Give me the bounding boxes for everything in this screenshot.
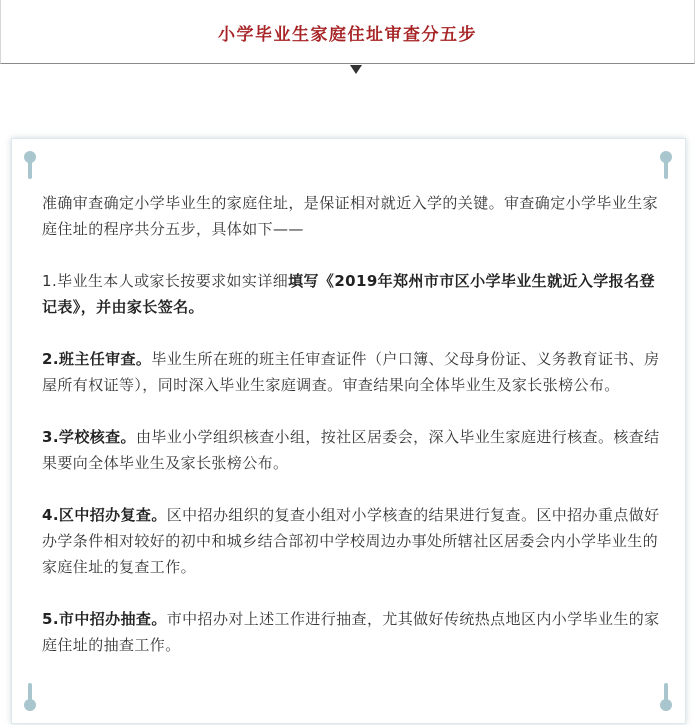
- step-5: [42, 606, 665, 658]
- step-text: 毕业生所在班的班主任审查证件（户口簿、父母身份证、义务教育证书、房屋所有权证等），同时深入毕业生家庭调查。审查结果向全体毕业生及家长张榜公布。: [42, 350, 660, 394]
- pin-icon: [24, 681, 36, 711]
- step-text: 区中招办组织的复查小组对小学核查的结果进行复查。区中招办重点做好办学条件相对较好的初中和城乡结合部初中学校周边办事处所辖社区居委会内小学毕业生的家庭住址的复查工作。: [42, 506, 660, 576]
- step-text: 1.毕业生本人或家长按要求如实详细: [42, 272, 289, 290]
- pin-icon: [660, 681, 672, 711]
- step-4: [42, 502, 665, 580]
- step-2: [42, 346, 665, 398]
- step-heading: 3.学校核查。: [42, 428, 136, 446]
- pin-icon: [660, 151, 672, 181]
- step-heading: 5.市中招办抽查。: [42, 610, 167, 628]
- step-1: [42, 268, 665, 320]
- title-bar: [0, 0, 695, 64]
- down-triangle-icon: [350, 65, 362, 74]
- step-text: 由毕业小学组织核查小组，按社区居委会，深入毕业生家庭进行核查。核查结果要向全体毕业生及家长张榜公布。: [42, 428, 660, 472]
- article-body: [42, 190, 665, 684]
- step-heading: 填写《2019年郑州市市区小学毕业生就近入学报名登记表》，并由家长签名。: [42, 272, 655, 316]
- step-3: [42, 424, 665, 476]
- step-heading: 4.区中招办复查。: [42, 506, 167, 524]
- pin-icon: [24, 151, 36, 181]
- step-text: 市中招办对上述工作进行抽查，尤其做好传统热点地区内小学毕业生的家庭住址的抽查工作。: [42, 610, 660, 654]
- page-title: 小学毕业生家庭住址审查分五步: [218, 25, 477, 45]
- intro-paragraph: 准确审查确定小学毕业生的家庭住址，是保证相对就近入学的关键。审查确定小学毕业生家庭住址的程序共分五步，具体如下——: [42, 194, 659, 238]
- content-card: [11, 138, 686, 724]
- step-heading: 2.班主任审查。: [42, 350, 152, 368]
